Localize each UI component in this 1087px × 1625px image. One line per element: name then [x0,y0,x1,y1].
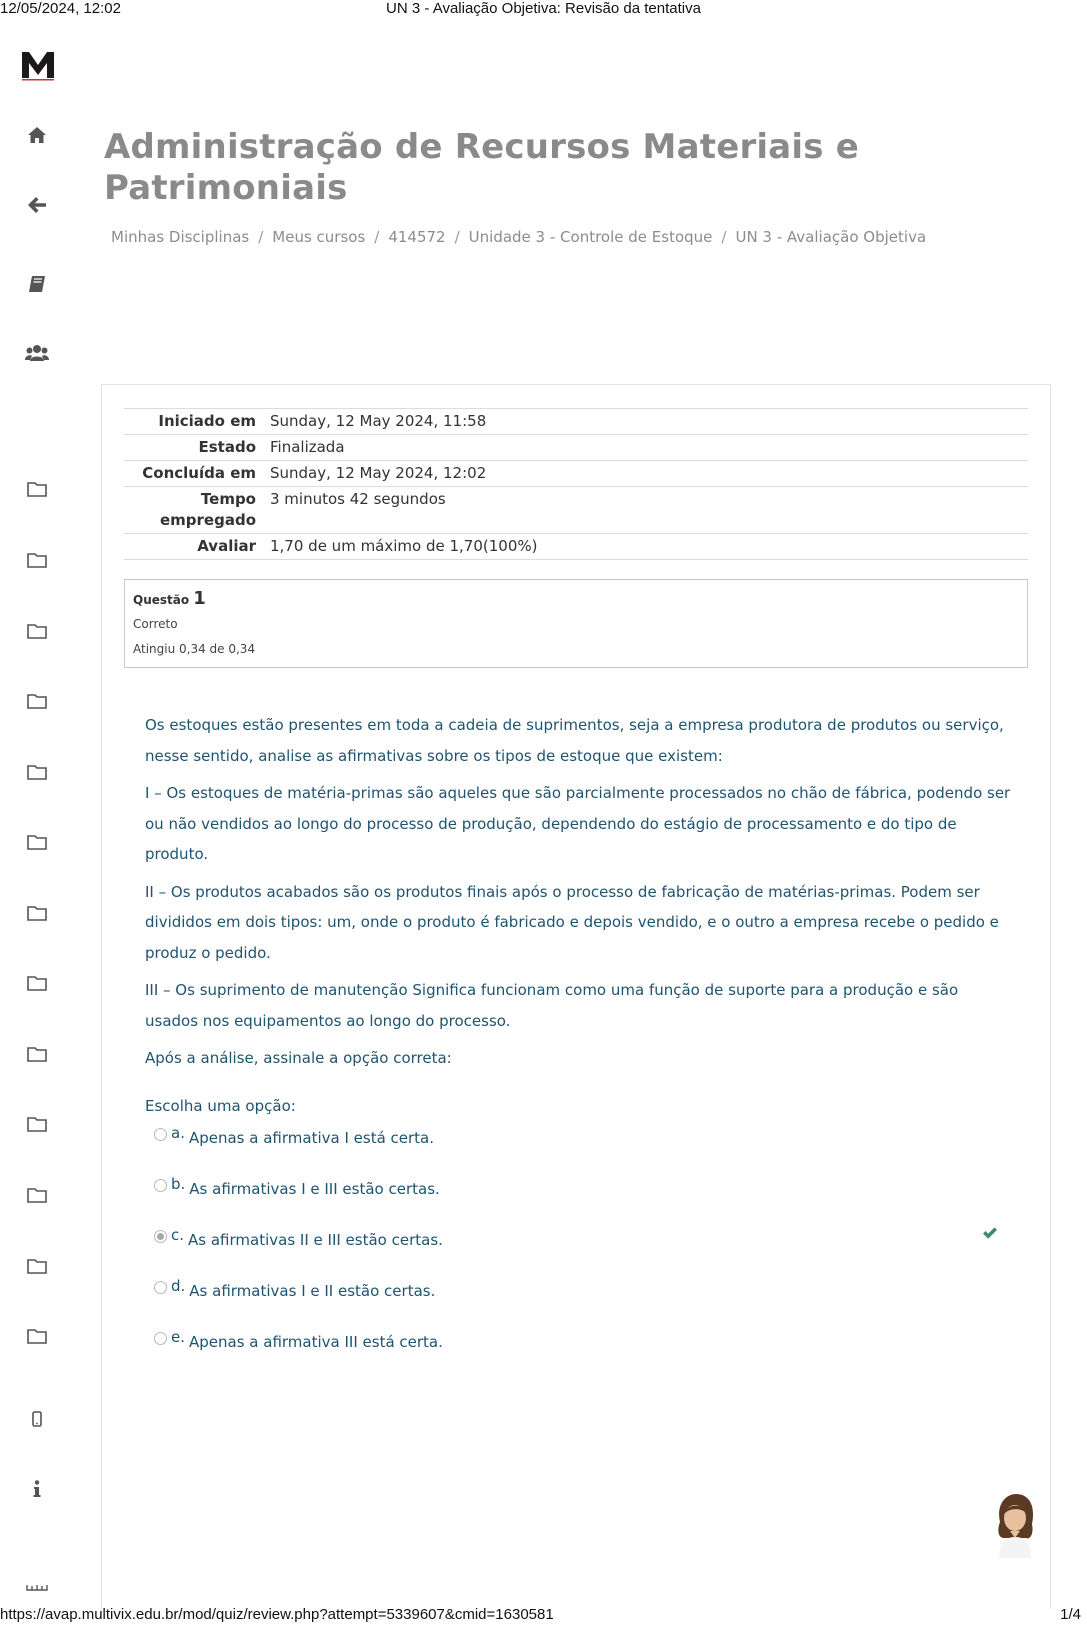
info-icon[interactable] [24,1478,50,1500]
folder-icon[interactable] [24,549,50,571]
answer-radio[interactable] [154,1281,167,1294]
folder-icon[interactable] [24,972,50,994]
page-title: Administração de Recursos Materiais e Patrimoniais [104,127,860,208]
question-number [133,588,1019,609]
folder-icon[interactable] [24,1255,50,1277]
summary-label: Avaliar [197,537,256,555]
summary-label: Iniciado em [158,412,256,430]
breadcrumb-quiz[interactable]: UN 3 - Avaliação Objetiva [735,228,927,246]
print-datetime: 12/05/2024, 12:02 [0,0,121,17]
print-title: UN 3 - Avaliação Objetiva: Revisão da tentativa [386,0,701,17]
answer-radio[interactable] [154,1128,167,1141]
answer-option-d[interactable] [154,1277,1004,1328]
sidebar [0,30,75,1595]
print-url: https://avap.multivix.edu.br/mod/quiz/review.php?attempt=5339607&cmid=1630581 [0,1606,554,1623]
folder-icon[interactable] [24,831,50,853]
home-icon[interactable] [24,124,50,146]
summary-row-state [124,435,1028,461]
folder-icon[interactable] [24,761,50,783]
summary-row-time-taken [124,487,1028,534]
summary-label: Concluída em [142,464,256,482]
summary-value: Sunday, 12 May 2024, 11:58 [270,412,487,430]
ruler-icon[interactable] [24,1578,50,1600]
breadcrumb-separator: / [258,228,264,246]
summary-value: Finalizada [270,438,345,456]
answer-letter: b. [171,1175,186,1193]
folder-icon[interactable] [24,690,50,712]
answer-text: Apenas a afirmativa III está certa. [189,1333,443,1351]
folder-icon[interactable] [24,478,50,500]
breadcrumb-my-courses[interactable]: Meus cursos [272,228,366,246]
summary-row-grade [124,534,1028,560]
folder-icon[interactable] [24,1184,50,1206]
folder-icon[interactable] [24,902,50,924]
answer-text: As afirmativas II e III estão certas. [188,1231,443,1249]
print-page-number: 1/4 [1060,1606,1081,1623]
folder-icon[interactable] [24,1325,50,1347]
breadcrumb-my-disciplines[interactable]: Minhas Disciplinas [111,228,250,246]
breadcrumb [111,228,926,246]
print-header [0,0,1087,18]
users-icon[interactable] [24,342,50,364]
answer-option-c[interactable] [154,1226,1004,1277]
summary-value: Sunday, 12 May 2024, 12:02 [270,464,487,482]
question-paragraph: Após a análise, assinale a opção correta: [145,1049,452,1067]
folder-icon[interactable] [24,1043,50,1065]
answer-radio-selected[interactable] [154,1230,167,1243]
answer-option-a[interactable] [154,1124,1004,1175]
question-paragraph: I – Os estoques de matéria-primas são aqueles que são parcialmente processados no chão de fábrica, podendo ser ou não vendidos ao longo do processo de produção, dependendo do estágio de processamento e do tipo de produto. [145,784,1011,863]
question-paragraph: III – Os suprimento de manutenção Significa funcionam como uma função de suporte para a produção e são usados nos equipamentos ao longo do processo. [145,981,959,1030]
question-state: Correto [133,617,178,631]
answer-letter: a. [171,1124,185,1142]
breadcrumb-separator: / [374,228,380,246]
summary-value: 1,70 de um máximo de 1,70(100%) [270,537,538,555]
summary-row-started [124,409,1028,435]
question-info-box [124,579,1028,668]
question-paragraph: II – Os produtos acabados são os produtos finais após o processo de fabricação de matérias-primas. Podem ser divididos em dois tipos: um, onde o produto é fabricado e depois vendido, e o outro a empresa recebe o pedido e produz o pedido. [145,882,999,962]
answer-radio[interactable] [154,1179,167,1192]
answer-letter: d. [171,1277,186,1295]
answer-letter: e. [171,1328,185,1346]
summary-label: Tempo empregado [159,490,256,529]
breadcrumb-course-id[interactable]: 414572 [388,228,446,246]
logo[interactable] [20,48,56,82]
assistant-avatar[interactable] [990,1492,1040,1558]
summary-row-completed [124,461,1028,487]
breadcrumb-separator: / [454,228,460,246]
answer-option-b[interactable] [154,1175,1004,1226]
back-arrow-icon[interactable] [24,194,50,216]
question-text [145,710,1015,1081]
answer-text: Apenas a afirmativa I está certa. [188,1129,435,1147]
question-number-value: 1 [193,588,206,609]
question-label: Questão [133,593,190,607]
folder-icon[interactable] [24,620,50,642]
question-grade: Atingiu 0,34 de 0,34 [133,642,256,656]
breadcrumb-unit[interactable]: Unidade 3 - Controle de Estoque [468,228,713,246]
answer-option-e[interactable] [154,1328,1004,1379]
attempt-summary-table [124,408,1028,560]
answer-text: As afirmativas I e II estão certas. [189,1282,436,1300]
answer-list [154,1124,1004,1379]
question-paragraph: Os estoques estão presentes em toda a cadeia de suprimentos, seja a empresa produtora de produtos ou serviço, nesse sentido, analise as afirmativas sobre os tipos de estoque que existem: [145,716,1004,765]
summary-value: 3 minutos 42 segundos [270,490,446,508]
mobile-icon[interactable] [24,1408,50,1430]
folder-icon[interactable] [24,1113,50,1135]
print-footer [0,1603,1087,1625]
answer-prompt: Escolha uma opção: [145,1097,296,1115]
answer-text: As afirmativas I e III estão certas. [189,1180,440,1198]
book-icon[interactable] [24,273,50,295]
breadcrumb-separator: / [721,228,727,246]
summary-label: Estado [198,438,256,456]
correct-check-icon [982,1226,998,1244]
answer-radio[interactable] [154,1332,167,1345]
answer-letter: c. [171,1226,185,1244]
